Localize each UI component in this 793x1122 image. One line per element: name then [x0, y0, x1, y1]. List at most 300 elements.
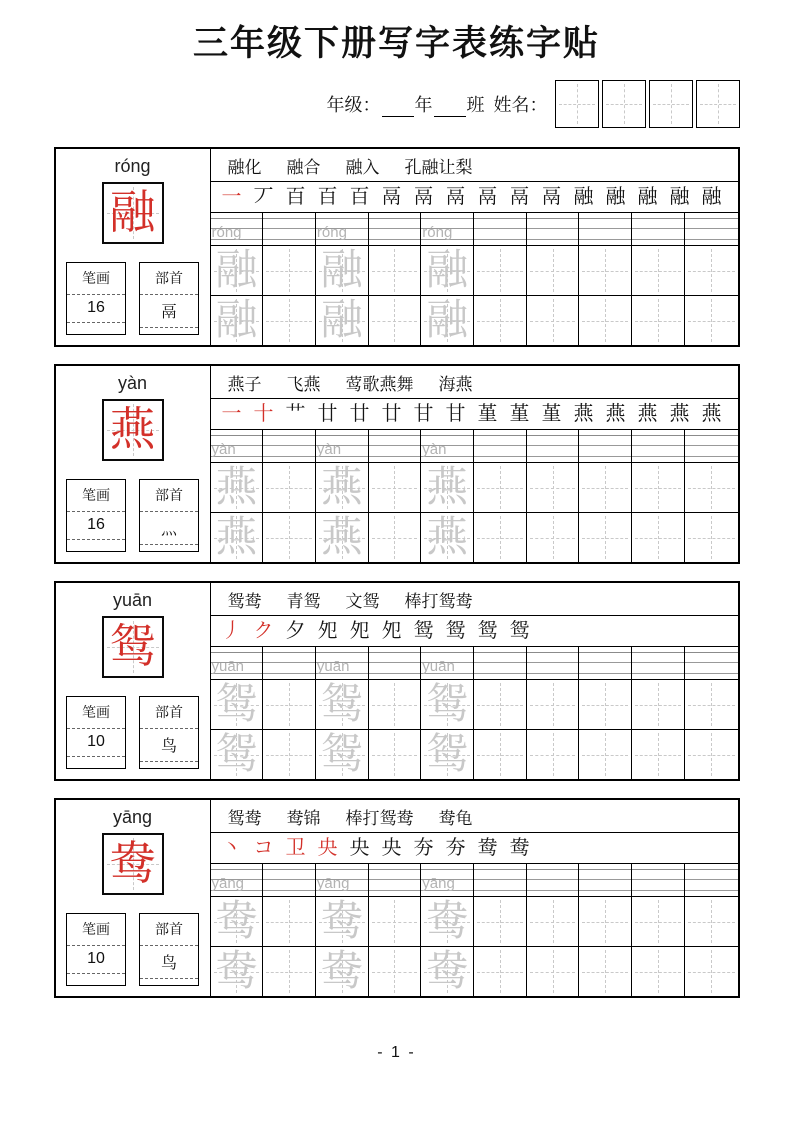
pinyin-cell [527, 647, 580, 679]
stroke-count-table [66, 913, 126, 986]
example-words-row [211, 149, 738, 182]
practice-grid-row [211, 246, 738, 296]
trace-character: 鸳 [215, 681, 258, 728]
stroke-order-step: 融 [701, 186, 722, 208]
word-item: 飞燕 [286, 374, 321, 394]
stroke-order-step: 夗 [317, 620, 338, 642]
pinyin-ghost-text: róng [211, 224, 242, 241]
practice-cell [527, 463, 580, 512]
stroke-order-step: 百 [349, 186, 370, 208]
practice-cell [632, 296, 685, 345]
mini-table-footer [67, 323, 125, 329]
radical-label: 部首 [140, 914, 198, 946]
practice-cell [316, 463, 369, 512]
stroke-order-row [211, 616, 738, 647]
pinyin-cell [211, 213, 264, 245]
radical-table [139, 479, 199, 552]
practice-cell [421, 947, 474, 996]
practice-cell [685, 680, 738, 729]
stroke-order-step: 鬲 [477, 186, 498, 208]
word-item: 燕子 [227, 374, 262, 394]
practice-cell [421, 680, 474, 729]
word-item: 融入 [345, 157, 380, 177]
practice-cell [579, 947, 632, 996]
practice-cell [316, 680, 369, 729]
class-label: 班 [466, 95, 485, 115]
pinyin-cell [632, 213, 685, 245]
trace-character: 鸯 [426, 898, 469, 945]
stroke-count-value: 16 [67, 512, 125, 540]
practice-cell [685, 730, 738, 779]
stroke-order-step: 鸳 [413, 620, 434, 642]
practice-cell [474, 463, 527, 512]
pinyin-cell [474, 430, 527, 462]
mini-table-footer [67, 540, 125, 546]
radical-value: 鸟 [140, 946, 198, 979]
info-mini-tables [66, 696, 199, 769]
stroke-order-step: 夯 [413, 837, 434, 859]
practice-grid-row [211, 680, 738, 730]
practice-cell [685, 947, 738, 996]
stroke-order-row [211, 182, 738, 213]
stroke-count-value: 10 [67, 729, 125, 757]
practice-cell [211, 730, 264, 779]
pinyin-guide-row [211, 430, 738, 463]
model-character: 融 [109, 187, 156, 238]
practice-grid-row [211, 463, 738, 513]
pinyin-guide-row [211, 213, 738, 246]
practice-section-4 [54, 798, 740, 998]
word-item: 孔融让梨 [404, 157, 473, 177]
practice-cell [474, 246, 527, 295]
practice-cell [369, 730, 422, 779]
name-grid-cell [649, 80, 693, 128]
pinyin-cell [579, 647, 632, 679]
word-item: 海燕 [438, 374, 473, 394]
stroke-order-step: 甘 [445, 403, 466, 425]
pinyin-cell [263, 430, 316, 462]
practice-cell [579, 680, 632, 729]
stroke-order-step: 夯 [445, 837, 466, 859]
stroke-order-step: 央 [381, 837, 402, 859]
practice-cell [316, 296, 369, 345]
stroke-order-step: 廿 [381, 403, 402, 425]
practice-cell [316, 513, 369, 562]
pinyin-cell [316, 213, 369, 245]
stroke-order-step: 央 [317, 837, 338, 859]
pinyin-ghost-text: yuān [422, 658, 455, 675]
pinyin-label: róng [114, 156, 151, 176]
trace-character: 鸯 [320, 898, 363, 945]
radical-value: 鸟 [140, 729, 198, 762]
pinyin-ghost-text: yāng [422, 875, 455, 892]
pinyin-cell [369, 647, 422, 679]
practice-cell [316, 246, 369, 295]
pinyin-cell [632, 864, 685, 896]
section-right-panel [211, 149, 738, 345]
word-item: 鸳鸯 [227, 808, 262, 828]
practice-cell [632, 513, 685, 562]
stroke-order-step: 丶 [221, 837, 242, 859]
stroke-order-step: 融 [605, 186, 626, 208]
pinyin-cell [474, 864, 527, 896]
stroke-count-table [66, 696, 126, 769]
pinyin-label: yāng [112, 807, 153, 827]
practice-cell [685, 897, 738, 946]
stroke-order-step: 鸳 [509, 620, 530, 642]
practice-cell [527, 897, 580, 946]
info-mini-tables [66, 913, 199, 986]
stroke-order-step: 一 [221, 186, 242, 208]
pinyin-cell [474, 647, 527, 679]
stroke-order-step: 夗 [381, 620, 402, 642]
stroke-order-step: 堇 [541, 403, 562, 425]
pinyin-label: yàn [117, 373, 148, 393]
practice-cell [474, 680, 527, 729]
student-info-row [54, 78, 740, 130]
pinyin-cell [632, 430, 685, 462]
radical-table [139, 913, 199, 986]
practice-grid-row [211, 730, 738, 779]
practice-cell [579, 463, 632, 512]
stroke-order-step: 燕 [701, 403, 722, 425]
practice-cell [369, 897, 422, 946]
pinyin-cell [421, 430, 474, 462]
name-grid-cell [555, 80, 599, 128]
radical-table [139, 696, 199, 769]
pinyin-guide-row [211, 864, 738, 897]
pinyin-label: yuān [112, 590, 153, 610]
info-mini-tables [66, 479, 199, 552]
word-item: 青鸳 [286, 591, 321, 611]
pinyin-cell [579, 430, 632, 462]
stroke-order-step: ク [253, 620, 274, 642]
section-left-panel [56, 149, 211, 345]
stroke-order-step: 堇 [509, 403, 530, 425]
practice-cell [263, 513, 316, 562]
pinyin-cell [211, 647, 264, 679]
trace-character: 燕 [426, 464, 469, 511]
section-left-panel [56, 583, 211, 779]
practice-cell [421, 730, 474, 779]
practice-cell [369, 296, 422, 345]
practice-cell [685, 246, 738, 295]
practice-cell [421, 463, 474, 512]
pinyin-ghost-text: yàn [316, 441, 342, 458]
practice-sections [0, 147, 793, 998]
model-character: 燕 [109, 404, 156, 455]
practice-cell [632, 680, 685, 729]
stroke-count-label: 笔画 [67, 914, 125, 946]
pinyin-ghost-text: yàn [422, 441, 447, 458]
practice-cell [632, 246, 685, 295]
mini-table-footer [67, 757, 125, 763]
practice-cell [527, 246, 580, 295]
word-item: 融化 [227, 157, 262, 177]
example-words-row [211, 583, 738, 616]
stroke-count-label: 笔画 [67, 263, 125, 295]
practice-cell [421, 897, 474, 946]
stroke-order-step: 一 [221, 403, 242, 425]
stroke-order-step: 鬲 [445, 186, 466, 208]
stroke-count-label: 笔画 [67, 480, 125, 512]
stroke-order-step: 融 [637, 186, 658, 208]
word-item: 棒打鸳鸯 [345, 808, 414, 828]
name-grid-cell [602, 80, 646, 128]
radical-value: 鬲 [140, 295, 198, 328]
class-blank-line [434, 97, 466, 117]
practice-cell [474, 730, 527, 779]
practice-grid-row [211, 513, 738, 562]
practice-cell [369, 947, 422, 996]
stroke-order-step: 廿 [349, 403, 370, 425]
trace-character: 融 [215, 297, 258, 344]
trace-character: 鸳 [426, 731, 469, 778]
pinyin-cell [263, 213, 316, 245]
trace-character: 鸳 [320, 681, 363, 728]
mini-table-footer [140, 762, 198, 768]
pinyin-cell [316, 430, 369, 462]
section-left-panel [56, 800, 211, 996]
practice-section-1 [54, 147, 740, 347]
stroke-order-step: 卫 [285, 837, 306, 859]
mini-table-footer [140, 979, 198, 985]
pinyin-cell [421, 647, 474, 679]
pinyin-cell [527, 213, 580, 245]
pinyin-ghost-text: yàn [211, 441, 236, 458]
practice-cell [474, 513, 527, 562]
pinyin-ghost-text: yuān [316, 658, 350, 675]
practice-cell [211, 463, 264, 512]
student-info-text [327, 91, 548, 117]
practice-cell [316, 897, 369, 946]
stroke-order-step: 廿 [317, 403, 338, 425]
practice-cell [263, 730, 316, 779]
practice-cell [263, 680, 316, 729]
stroke-order-step: 鸳 [445, 620, 466, 642]
stroke-order-step: 融 [573, 186, 594, 208]
practice-grid-row [211, 296, 738, 345]
pinyin-cell [632, 647, 685, 679]
section-right-panel [211, 800, 738, 996]
word-item: 鸳鸯 [227, 591, 262, 611]
stroke-order-step: コ [253, 837, 274, 859]
practice-cell [369, 513, 422, 562]
pinyin-cell [685, 864, 738, 896]
practice-cell [579, 897, 632, 946]
word-item: 鸯龟 [438, 808, 473, 828]
practice-cell [211, 513, 264, 562]
pinyin-cell [316, 864, 369, 896]
practice-cell [632, 463, 685, 512]
stroke-order-step: 燕 [637, 403, 658, 425]
practice-cell [369, 680, 422, 729]
practice-cell [211, 680, 264, 729]
stroke-order-step: 鸯 [477, 837, 498, 859]
practice-cell [263, 947, 316, 996]
example-words-row [211, 800, 738, 833]
practice-cell [527, 730, 580, 779]
pinyin-cell [211, 430, 264, 462]
stroke-count-label: 笔画 [67, 697, 125, 729]
pinyin-cell [369, 864, 422, 896]
stroke-count-table [66, 262, 126, 335]
stroke-order-row [211, 399, 738, 430]
stroke-order-step: 央 [349, 837, 370, 859]
mini-table-footer [140, 328, 198, 334]
model-character: 鸯 [109, 838, 156, 889]
practice-cell [527, 680, 580, 729]
stroke-order-step: 百 [317, 186, 338, 208]
stroke-order-step: 鸯 [509, 837, 530, 859]
mini-table-footer [140, 545, 198, 551]
stroke-count-value: 16 [67, 295, 125, 323]
practice-cell [474, 296, 527, 345]
stroke-order-row [211, 833, 738, 864]
practice-cell [527, 947, 580, 996]
model-character-box [102, 182, 164, 244]
stroke-order-step: 燕 [669, 403, 690, 425]
practice-cell [579, 730, 632, 779]
word-item: 文鸳 [345, 591, 380, 611]
trace-character: 鸳 [215, 731, 258, 778]
stroke-order-step: 十 [253, 403, 274, 425]
trace-character: 融 [320, 247, 363, 294]
pinyin-ghost-text: róng [316, 224, 347, 241]
practice-cell [211, 246, 264, 295]
name-label: 姓名： [493, 95, 548, 115]
stroke-order-step: 甘 [413, 403, 434, 425]
trace-character: 鸳 [320, 731, 363, 778]
pinyin-cell [527, 864, 580, 896]
pinyin-cell [579, 864, 632, 896]
practice-cell [685, 513, 738, 562]
word-item: 融合 [286, 157, 321, 177]
practice-cell [527, 513, 580, 562]
pinyin-cell [474, 213, 527, 245]
practice-cell [211, 947, 264, 996]
practice-cell [527, 296, 580, 345]
practice-cell [421, 296, 474, 345]
trace-character: 融 [426, 247, 469, 294]
pinyin-cell [211, 864, 264, 896]
pinyin-cell [527, 430, 580, 462]
practice-cell [685, 463, 738, 512]
trace-character: 燕 [215, 514, 258, 561]
pinyin-cell [316, 647, 369, 679]
pinyin-cell [421, 213, 474, 245]
name-grid-cell [696, 80, 740, 128]
stroke-order-step: 鬲 [509, 186, 530, 208]
section-right-panel [211, 366, 738, 562]
radical-label: 部首 [140, 697, 198, 729]
practice-cell [474, 947, 527, 996]
practice-cell [632, 947, 685, 996]
trace-character: 融 [320, 297, 363, 344]
stroke-order-step: 丆 [253, 186, 274, 208]
trace-character: 鸯 [215, 898, 258, 945]
stroke-order-step: 夕 [285, 620, 306, 642]
practice-cell [211, 897, 264, 946]
stroke-order-step: 鸳 [477, 620, 498, 642]
trace-character: 鸯 [320, 948, 363, 995]
page-number: - 1 - [377, 1044, 416, 1061]
pinyin-guide-row [211, 647, 738, 680]
trace-character: 燕 [320, 514, 363, 561]
pinyin-ghost-text: yāng [316, 875, 350, 892]
trace-character: 燕 [426, 514, 469, 561]
pinyin-cell [369, 213, 422, 245]
practice-cell [263, 296, 316, 345]
practice-section-3 [54, 581, 740, 781]
practice-cell [263, 463, 316, 512]
word-item: 莺歌燕舞 [345, 374, 414, 394]
pinyin-cell [685, 647, 738, 679]
name-grid [555, 80, 740, 128]
pinyin-cell [369, 430, 422, 462]
pinyin-ghost-text: yāng [211, 875, 245, 892]
trace-character: 鸯 [426, 948, 469, 995]
stroke-order-step: 鬲 [381, 186, 402, 208]
pinyin-cell [579, 213, 632, 245]
grade-blank-line [382, 97, 414, 117]
pinyin-cell [263, 647, 316, 679]
stroke-order-step: 堇 [477, 403, 498, 425]
stroke-order-step: 鬲 [541, 186, 562, 208]
grade-label: 年级： [326, 95, 381, 115]
practice-cell [211, 296, 264, 345]
radical-value: 灬 [140, 512, 198, 545]
practice-grid-row [211, 947, 738, 996]
practice-cell [263, 246, 316, 295]
pinyin-cell [685, 213, 738, 245]
practice-cell [474, 897, 527, 946]
trace-character: 燕 [320, 464, 363, 511]
practice-cell [632, 730, 685, 779]
model-character-box [102, 399, 164, 461]
trace-character: 融 [215, 247, 258, 294]
practice-cell [579, 246, 632, 295]
stroke-order-step: 融 [669, 186, 690, 208]
section-left-panel [56, 366, 211, 562]
pinyin-cell [685, 430, 738, 462]
practice-cell [579, 513, 632, 562]
practice-cell [632, 897, 685, 946]
info-mini-tables [66, 262, 199, 335]
model-character: 鸳 [109, 621, 156, 672]
practice-cell [685, 296, 738, 345]
stroke-order-step: 燕 [605, 403, 626, 425]
stroke-order-step: 丿 [221, 620, 242, 642]
practice-cell [316, 730, 369, 779]
practice-cell [421, 513, 474, 562]
trace-character: 燕 [215, 464, 258, 511]
practice-cell [263, 897, 316, 946]
trace-character: 鸳 [426, 681, 469, 728]
radical-label: 部首 [140, 480, 198, 512]
radical-label: 部首 [140, 263, 198, 295]
practice-cell [421, 246, 474, 295]
stroke-count-value: 10 [67, 946, 125, 974]
year-label: 年 [414, 95, 433, 115]
section-right-panel [211, 583, 738, 779]
word-item: 棒打鸳鸯 [404, 591, 473, 611]
stroke-count-table [66, 479, 126, 552]
word-item: 鸯锦 [286, 808, 321, 828]
stroke-order-step: 鬲 [413, 186, 434, 208]
stroke-order-step: 百 [285, 186, 306, 208]
trace-character: 鸯 [215, 948, 258, 995]
